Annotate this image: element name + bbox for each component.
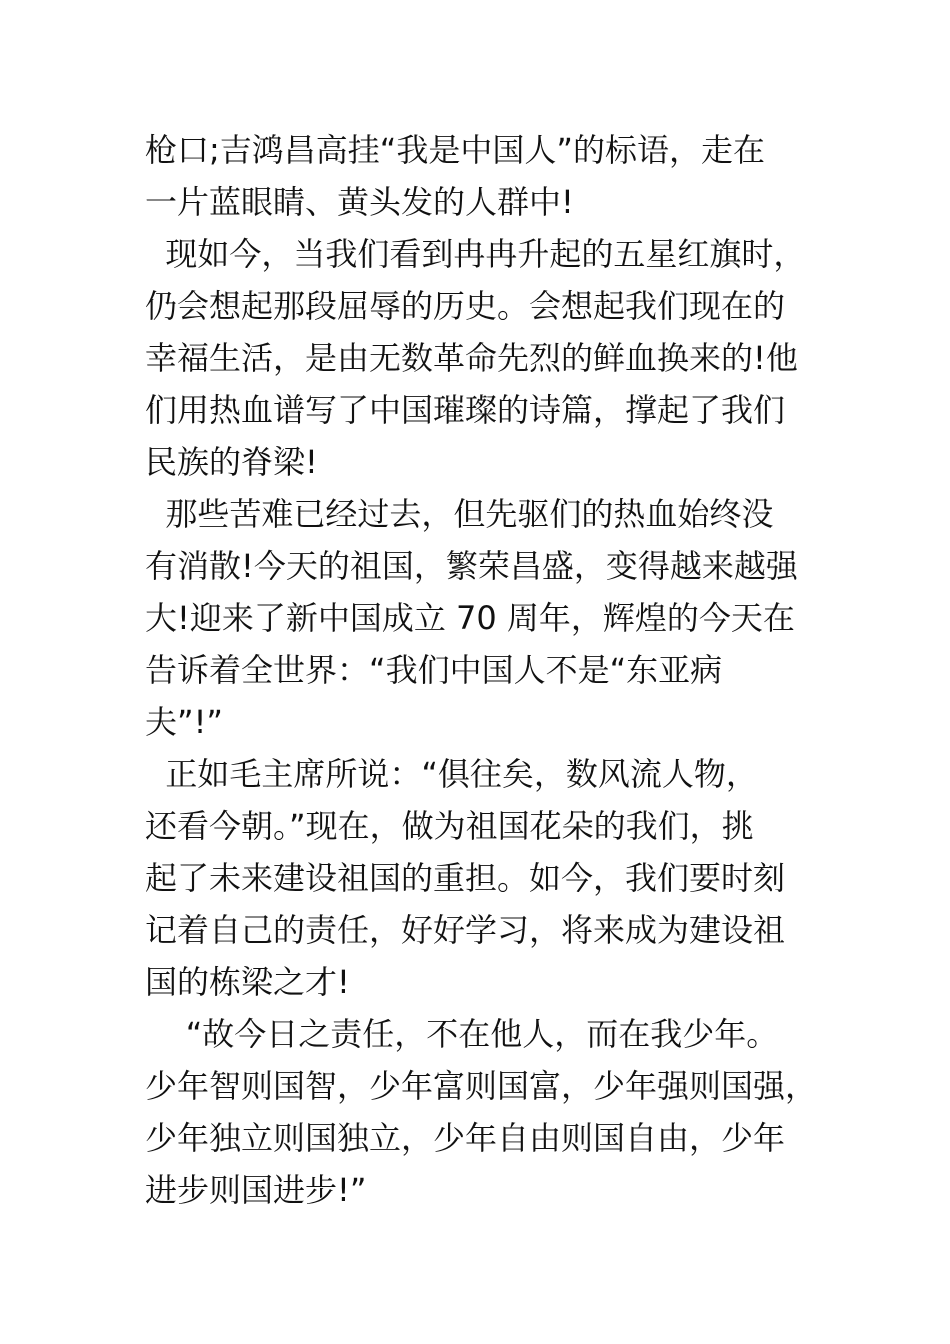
text-line: 少年独立则国独立，少年自由则国自由，少年 — [145, 1119, 786, 1157]
text-line: 少年智则国智，少年富则国富，少年强则国强， — [145, 1067, 818, 1105]
body-text — [145, 124, 818, 1216]
text-line: “故今日之责任，不在他人，而在我少年。 — [145, 1015, 779, 1053]
text-line: 国的栋梁之才! — [145, 963, 350, 1001]
text-line: 现如今，当我们看到冉冉升起的五星红旗时， — [145, 235, 806, 273]
text-line: 记着自己的责任，好好学习，将来成为建设祖 — [145, 911, 786, 949]
text-line: 幸福生活，是由无数革命先烈的鲜血换来的!他 — [145, 339, 798, 377]
text-line: 起了未来建设祖国的重担。如今，我们要时刻 — [145, 859, 786, 897]
paragraph — [145, 748, 810, 1008]
text-line: 大!迎来了新中国成立 70 周年，辉煌的今天在 — [145, 599, 795, 637]
paragraph — [145, 1008, 818, 1216]
text-line: 进步则国进步!” — [145, 1171, 367, 1209]
text-line: 正如毛主席所说：“俱往矣，数风流人物， — [145, 755, 758, 793]
text-line: 仍会想起那段屈辱的历史。会想起我们现在的 — [145, 287, 786, 325]
text-line: 一片蓝眼睛、黄头发的人群中! — [145, 183, 574, 221]
text-line: 有消散!今天的祖国，繁荣昌盛，变得越来越强 — [145, 547, 798, 585]
text-line: 夫”!” — [145, 703, 223, 741]
text-line: 枪口;吉鸿昌高挂“我是中国人”的标语，走在 — [145, 131, 765, 169]
text-line: 那些苦难已经过去，但先驱们的热血始终没 — [145, 495, 774, 533]
text-line: 告诉着全世界：“我们中国人不是“东亚病 — [145, 651, 723, 689]
paragraph — [145, 228, 810, 488]
paragraph — [145, 124, 810, 228]
text-line: 们用热血谱写了中国璀璨的诗篇，撑起了我们 — [145, 391, 786, 429]
text-line: 还看今朝。”现在，做为祖国花朵的我们，挑 — [145, 807, 754, 845]
text-line: 民族的脊梁! — [145, 443, 318, 481]
paragraph — [145, 488, 810, 748]
